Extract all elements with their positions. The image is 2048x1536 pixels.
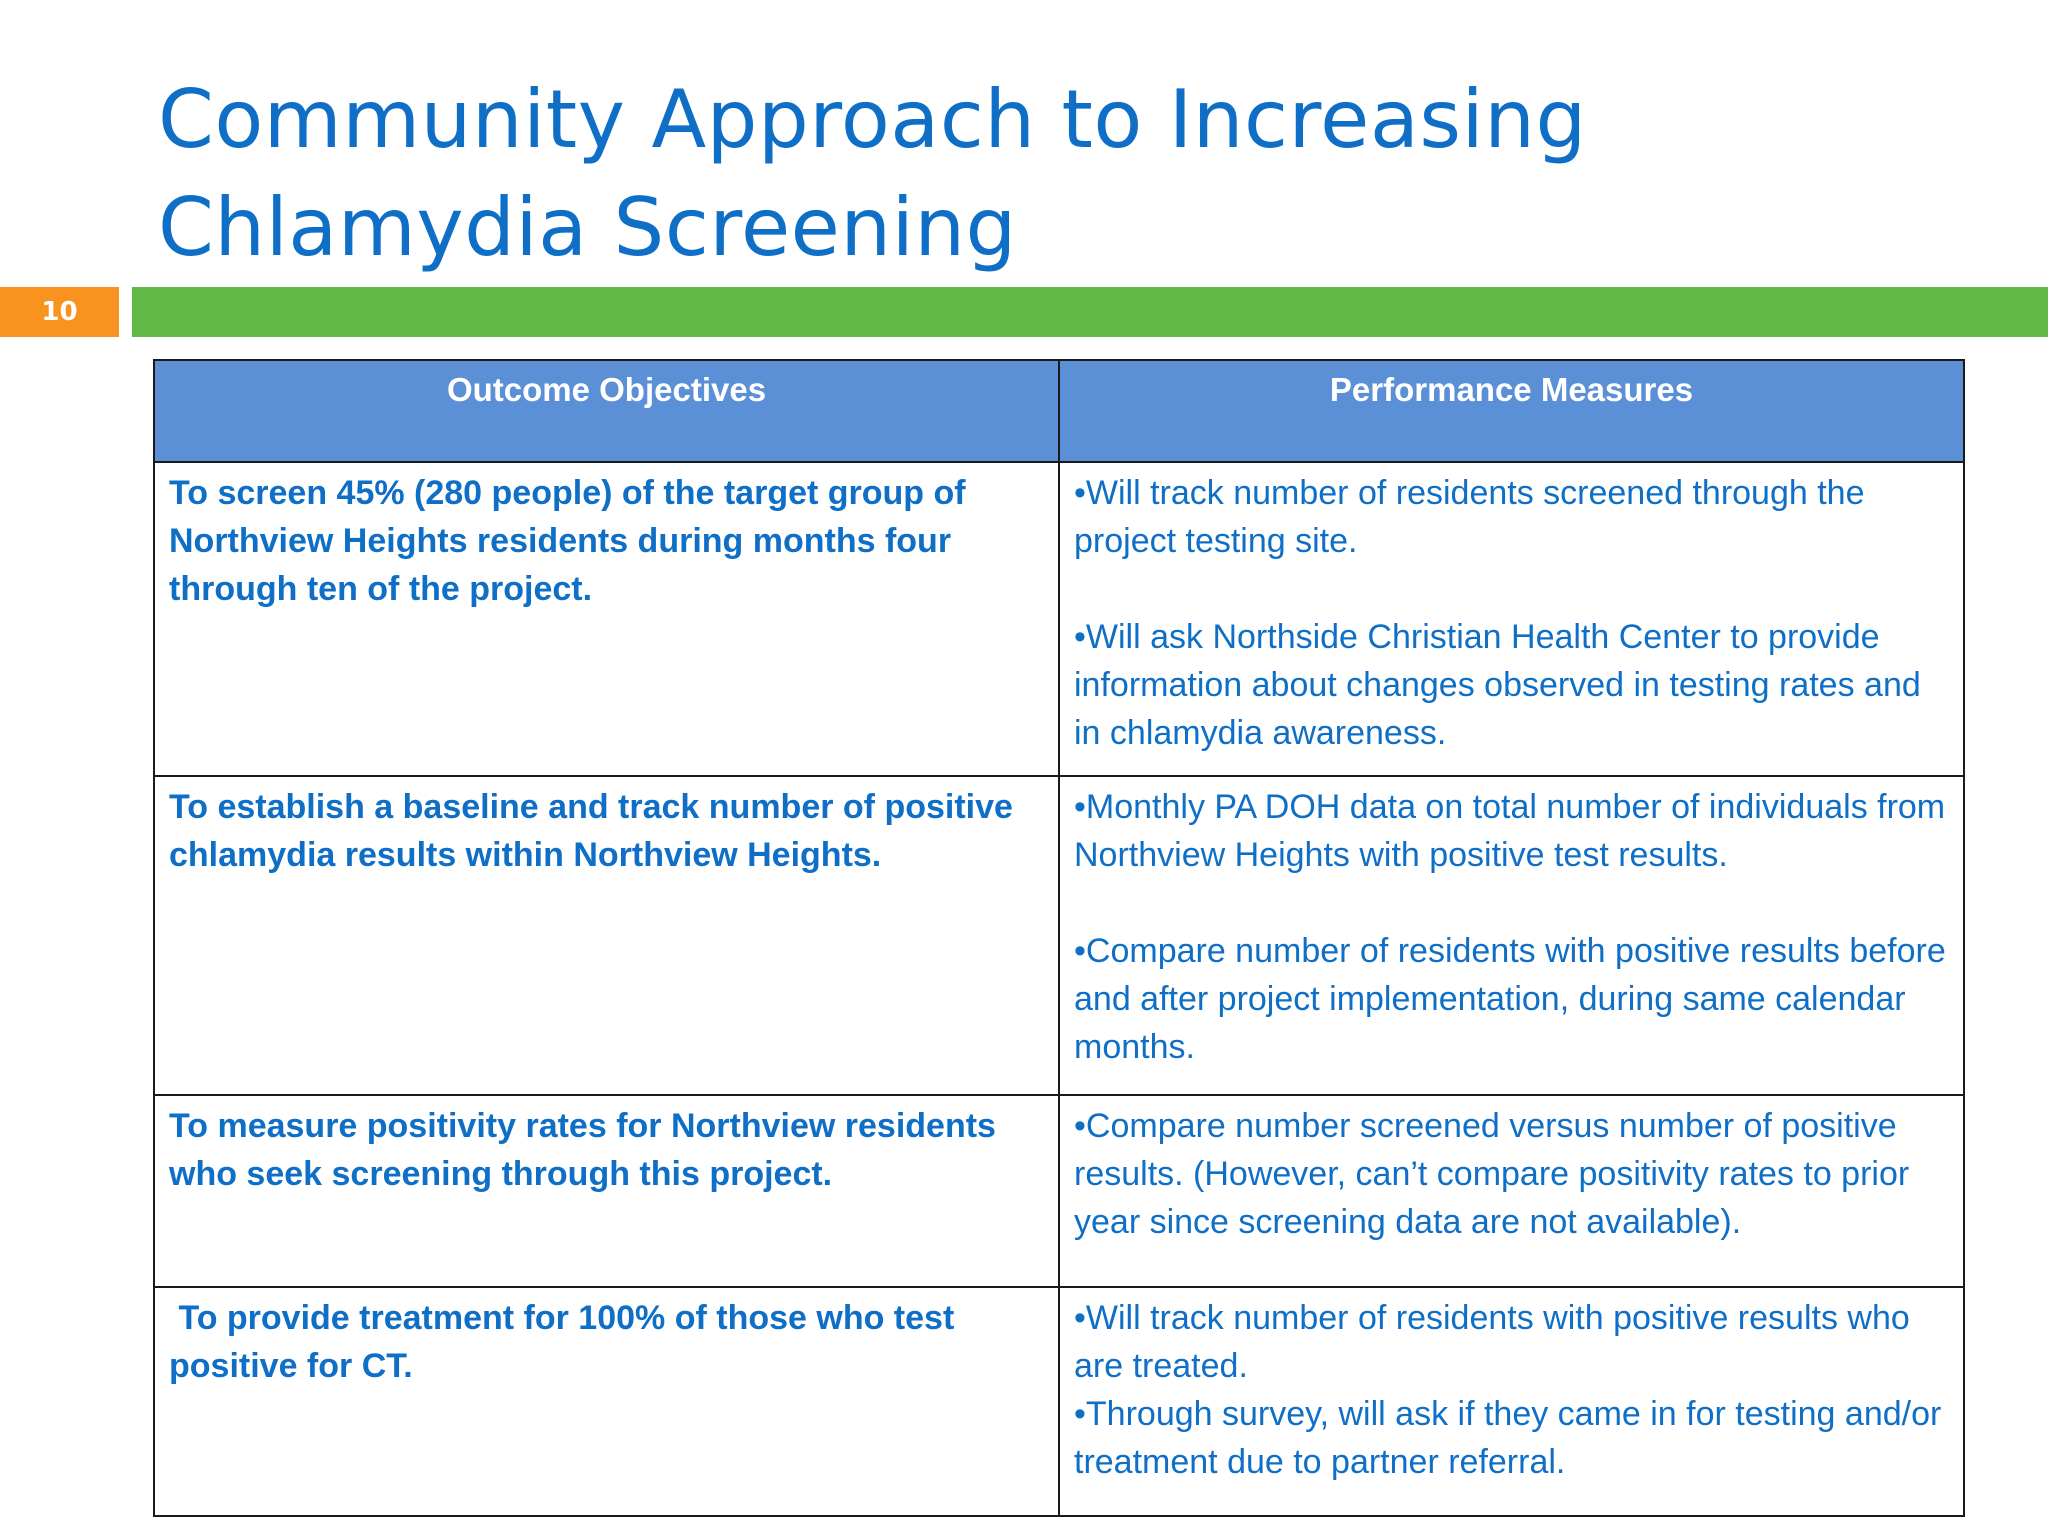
table-row xyxy=(154,462,1964,776)
measure-item: •Compare number screened versus number of positive results. (However, can’t compare positivity rates to prior year since screening data are not available). xyxy=(1074,1107,1910,1241)
table-row xyxy=(154,1095,1964,1287)
table-row xyxy=(154,776,1964,1095)
header-performance-measures: Performance Measures xyxy=(1059,360,1964,462)
measures-cell xyxy=(1059,462,1964,776)
table-row xyxy=(154,1287,1964,1516)
objective-cell: To provide treatment for 100% of those who test positive for CT. xyxy=(154,1287,1059,1516)
measures-cell xyxy=(1059,1095,1964,1287)
objectives-table xyxy=(153,359,1965,1517)
measure-item: •Will track number of residents with positive results who are treated. xyxy=(1074,1299,1910,1385)
measure-item: •Compare number of residents with positive results before and after project implementation, during same calendar months. xyxy=(1074,932,1946,1066)
measures-cell xyxy=(1059,1287,1964,1516)
measure-item: •Monthly PA DOH data on total number of individuals from Northview Heights with positive test results. xyxy=(1074,788,1946,874)
objective-cell: To screen 45% (280 people) of the target group of Northview Heights residents during months four through ten of the project. xyxy=(154,462,1059,776)
measure-item: •Will ask Northside Christian Health Center to provide information about changes observed in testing rates and in chlamydia awareness. xyxy=(1074,618,1921,752)
measures-cell xyxy=(1059,776,1964,1095)
header-outcome-objectives: Outcome Objectives xyxy=(154,360,1059,462)
slide-title: Community Approach to Increasing Chlamydia Screening xyxy=(158,73,1587,274)
measure-item: •Through survey, will ask if they came in for testing and/or treatment due to partner referral. xyxy=(1074,1395,1942,1481)
objective-cell: To measure positivity rates for Northview residents who seek screening through this project. xyxy=(154,1095,1059,1287)
page-number-badge: 10 xyxy=(0,287,119,337)
objective-cell: To establish a baseline and track number of positive chlamydia results within Northview Heights. xyxy=(154,776,1059,1095)
title-divider-bar xyxy=(132,287,2048,337)
measure-item: •Will track number of residents screened through the project testing site. xyxy=(1074,474,1865,560)
table-header-row xyxy=(154,360,1964,462)
